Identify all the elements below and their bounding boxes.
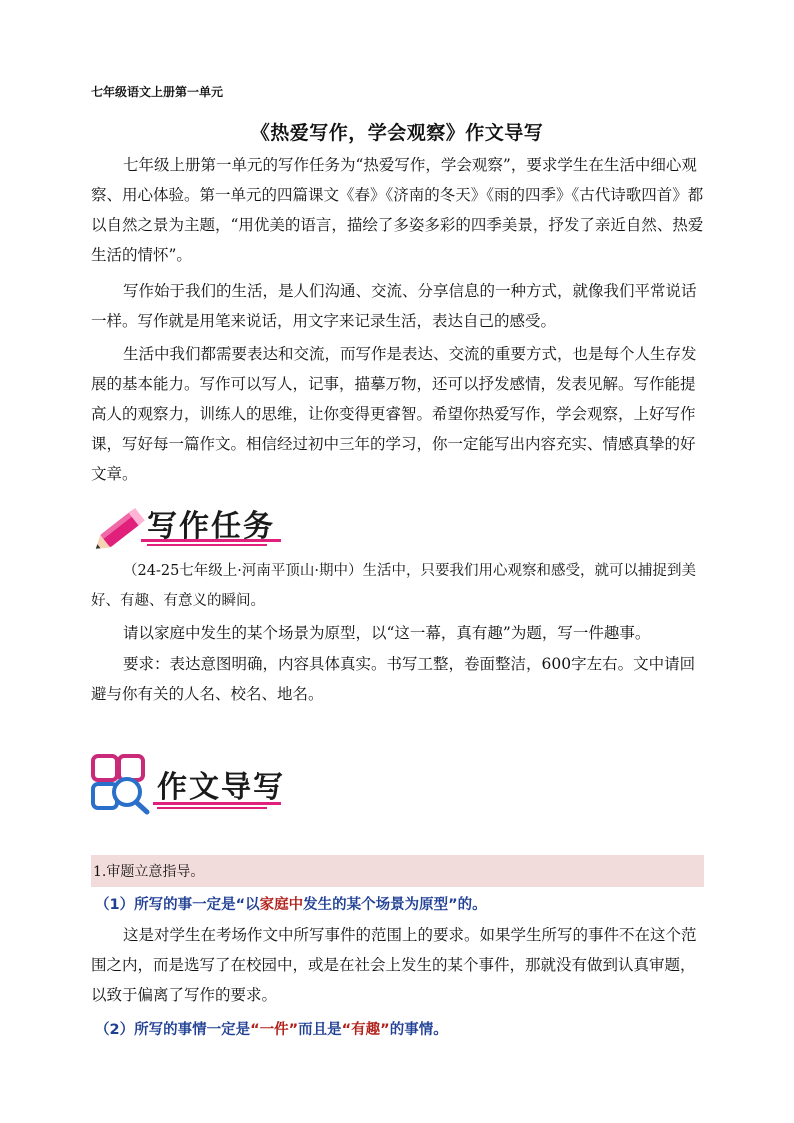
page-title: 《热爱写作，学会观察》作文导写 [250, 122, 544, 144]
task-prompt: （24-25七年级上·河南平顶山·期中）生活中，只要我们用心观察和感受，就可以捕捉到美好、有趣、有意义的瞬间。 [91, 563, 697, 609]
guide-step-label: 1.审题立意指导。 [93, 864, 205, 880]
point2-middle: 而且是 [298, 1022, 342, 1038]
task-requirements: 要求：表达意图明确，内容具体真实。书写工整，卷面整洁，600字左右。文中请回避与你有关的人名、校名、地名。 [91, 655, 696, 703]
point2-highlight-1: “一件” [250, 1022, 299, 1038]
writing-guide-banner [91, 752, 291, 818]
unit-label: 七年级语文上册第一单元 [91, 85, 224, 99]
intro-paragraph-1: 七年级上册第一单元的写作任务为“热爱写作，学会观察”，要求学生在生活中细心观察、用心体验。第一单元的四篇课文《春》《济南的冬天》《雨的四季》《古代诗歌四首》都以自然之景为主题，“用优美的语言，描绘了多姿多彩的四季美景，抒发了亲近自然、热爱生活的情怀”。 [91, 156, 704, 264]
writing-task-banner [91, 497, 291, 553]
guide-point-1 [95, 893, 487, 914]
writing-task-heading: 写作任务 [147, 509, 275, 544]
point1-highlight: 家庭中 [259, 897, 304, 913]
writing-guide-heading: 作文导写 [157, 770, 285, 805]
point1-suffix: 发生的某个场景为原型”的。 [303, 897, 487, 913]
guide-explanation: 这是对学生在考场作文中所写事件的范围上的要求。如果学生所写的事件不在这个范围之内，而是选写了在校园中，或是在社会上发生的某个事件，那就没有做到认真审题，以致于偏离了写作的要求。 [91, 926, 697, 1004]
task-instruction: 请以家庭中发生的某个场景为原型，以“这一幕，真有趣”为题，写一件趣事。 [123, 624, 651, 642]
point2-suffix: 的事情。 [389, 1022, 448, 1038]
point1-prefix: （1）所写的事一定是“以 [95, 897, 260, 913]
intro-paragraph-3: 生活中我们都需要表达和交流，而写作是表达、交流的重要方式，也是每个人生存发展的基本能力。写作可以写人，记事，描摹万物，还可以抒发感情，发表见解。写作能提高人的观察力，训练人的思维，让你变得更睿智。希望你热爱写作，学会观察，上好写作课，写好每一篇作文。相信经过初中三年的学习，你一定能写出内容充实、情感真挚的好文章。 [91, 345, 697, 483]
guide-point-2 [95, 1018, 448, 1039]
point2-prefix: （2）所写的事情一定是 [95, 1022, 251, 1038]
intro-paragraph-2: 写作始于我们的生活，是人们沟通、交流、分享信息的一种方式，就像我们平常说话一样。写作就是用笔来说话，用文字来记录生活，表达自己的感受。 [91, 282, 697, 330]
guide-step-bar [91, 855, 704, 887]
point2-highlight-2: “有趣” [341, 1022, 390, 1038]
